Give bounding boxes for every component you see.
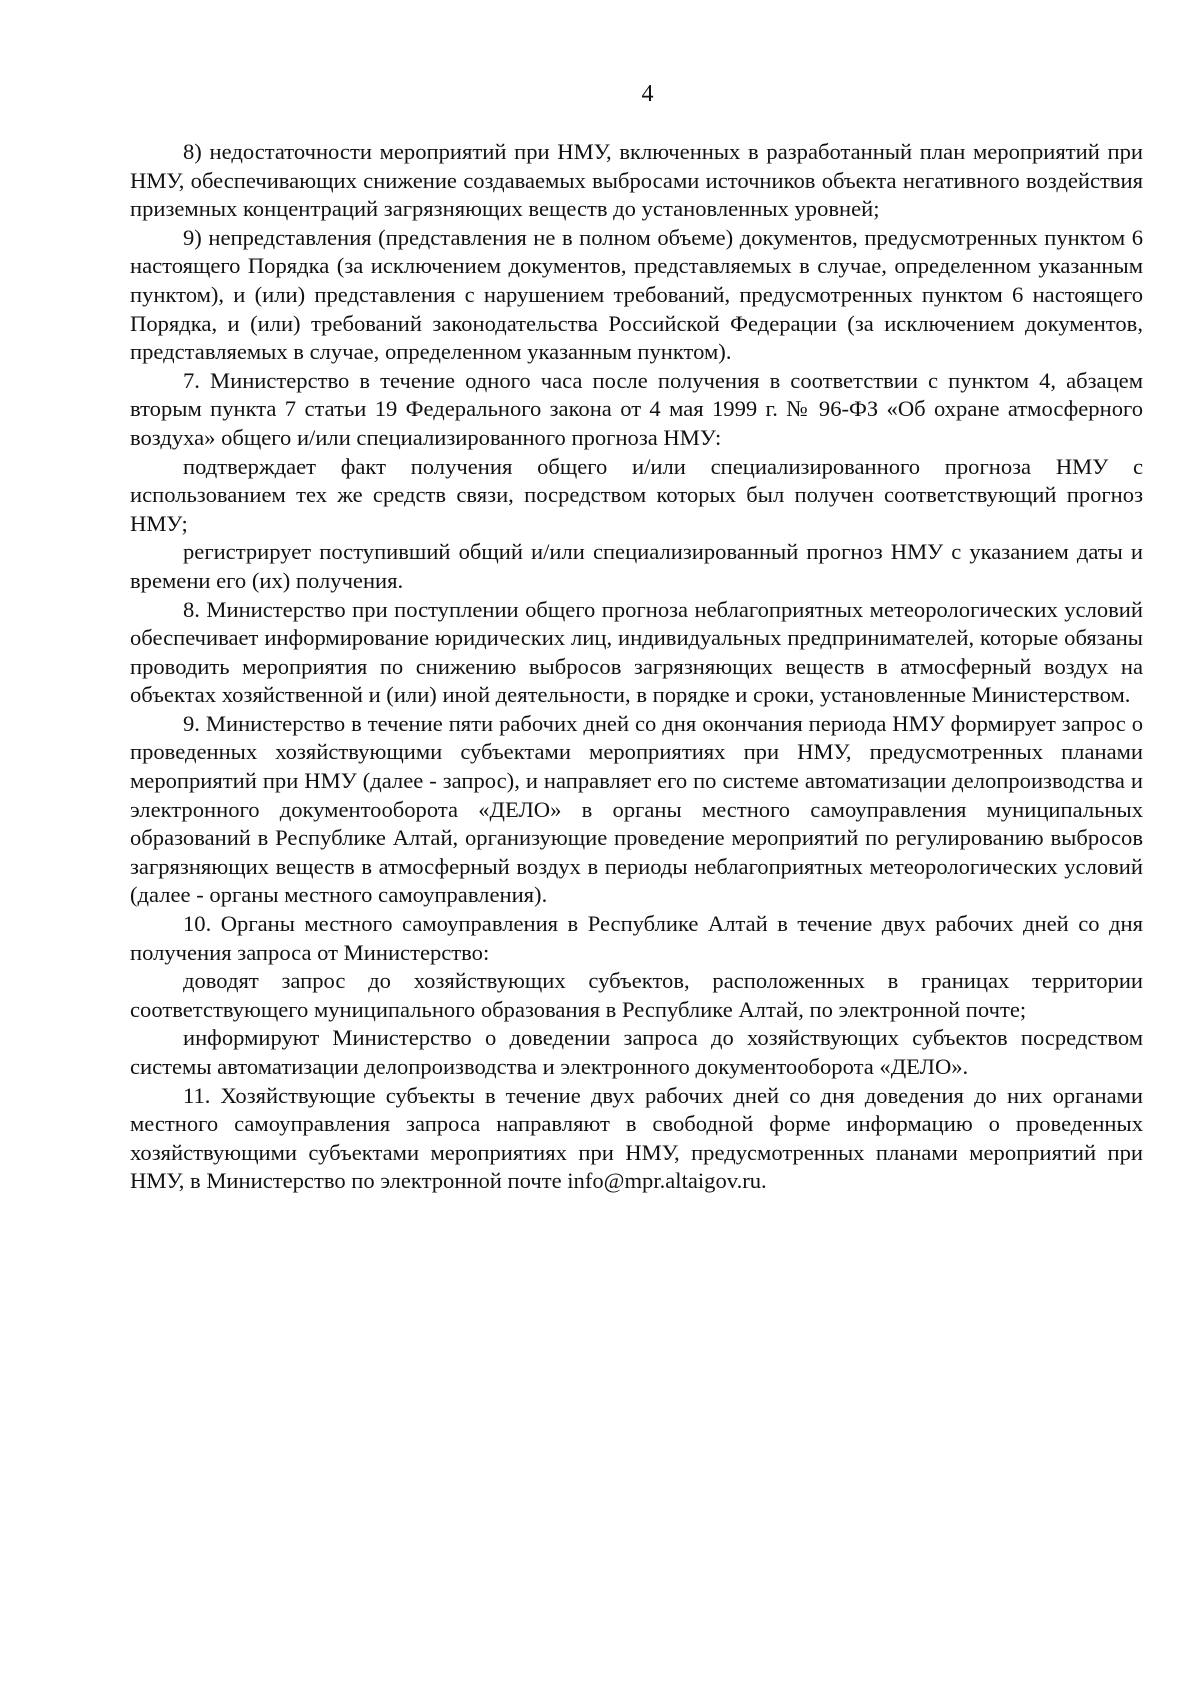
paragraph-section-7: 7. Министерство в течение одного часа после получения в соответствии с пунктом 4, абзацем вторым пункта 7 статьи 19 Федерального закона от 4 мая 1999 г. № 96-ФЗ «Об охране атмосферного воздуха» общего и/или специализированного прогноза НМУ: (130, 367, 1143, 450)
page-number: 4 (641, 81, 654, 107)
paragraph-section-10-inform: информируют Министерство о доведении запроса до хозяйствующих субъектов посредством системы автоматизации делопроизводства и электронного документооборота «ДЕЛО». (130, 1025, 1143, 1079)
paragraph-section-11: 11. Хозяйствующие субъекты в течение двух рабочих дней со дня доведения до них органами местного самоуправления запроса направляют в свободной форме информацию о проведенных хозяйствующими субъектами мероприятиях при НМУ, предусмотренных планами мероприятий при НМУ, в Министерство по электронной почте info@mpr.altaigov.ru. (130, 1082, 1143, 1194)
paragraph-section-8: 8. Министерство при поступлении общего прогноза неблагоприятных метеорологических условий обеспечивает информирование юридических лиц, индивидуальных предпринимателей, которые обязаны проводить мероприятия по снижению выбросов загрязняющих веществ в атмосферный воздух на объектах хозяйственной и (или) иной деятельности, в порядке и сроки, установленные Министерством. (130, 596, 1143, 708)
paragraph-section-9: 9. Министерство в течение пяти рабочих дней со дня окончания периода НМУ формирует запрос о проведенных хозяйствующими субъектами мероприятиях при НМУ, предусмотренных планами мероприятий при НМУ (далее - запрос), и направляет его по системе автоматизации делопроизводства и электронного документооборота «ДЕЛО» в органы местного самоуправления муниципальных образований в Республике Алтай, организующие проведение мероприятий по регулированию выбросов загрязняющих веществ в атмосферный воздух в периоды неблагоприятных метеорологических условий (далее - органы местного самоуправления). (130, 710, 1143, 908)
paragraph-8-item: 8) недостаточности мероприятий при НМУ, включенных в разработанный план мероприятий при НМУ, обеспечивающих снижение создаваемых выбросами источников объекта негативного воздействия приземных концентраций загрязняющих веществ до установленных уровней; (130, 139, 1143, 222)
paragraph-section-7-confirm: подтверждает факт получения общего и/или специализированного прогноза НМУ с использованием тех же средств связи, посредством которых был получен соответствующий прогноз НМУ; (130, 453, 1143, 536)
paragraph-section-7-register: регистрирует поступивший общий и/или специализированный прогноз НМУ с указанием даты и времени его (их) получения. (130, 539, 1143, 593)
paragraph-section-10: 10. Органы местного самоуправления в Республике Алтай в течение двух рабочих дней со дня получения запроса от Министерство: (130, 911, 1143, 965)
paragraph-9-item: 9) непредставления (представления не в полном объеме) документов, предусмотренных пунктом 6 настоящего Порядка (за исключением документов, представляемых в случае, определенном указанным пунктом), и (или) представления с нарушением требований, предусмотренных пунктом 6 настоящего Порядка, и (или) требований законодательства Российской Федерации (за исключением документов, представляемых в случае, определенном указанным пунктом). (130, 224, 1143, 365)
paragraph-section-10-deliver: доводят запрос до хозяйствующих субъектов, расположенных в границах территории соответствующего муниципального образования в Республике Алтай, по электронной почте; (130, 968, 1143, 1022)
document-body (130, 138, 1143, 1196)
